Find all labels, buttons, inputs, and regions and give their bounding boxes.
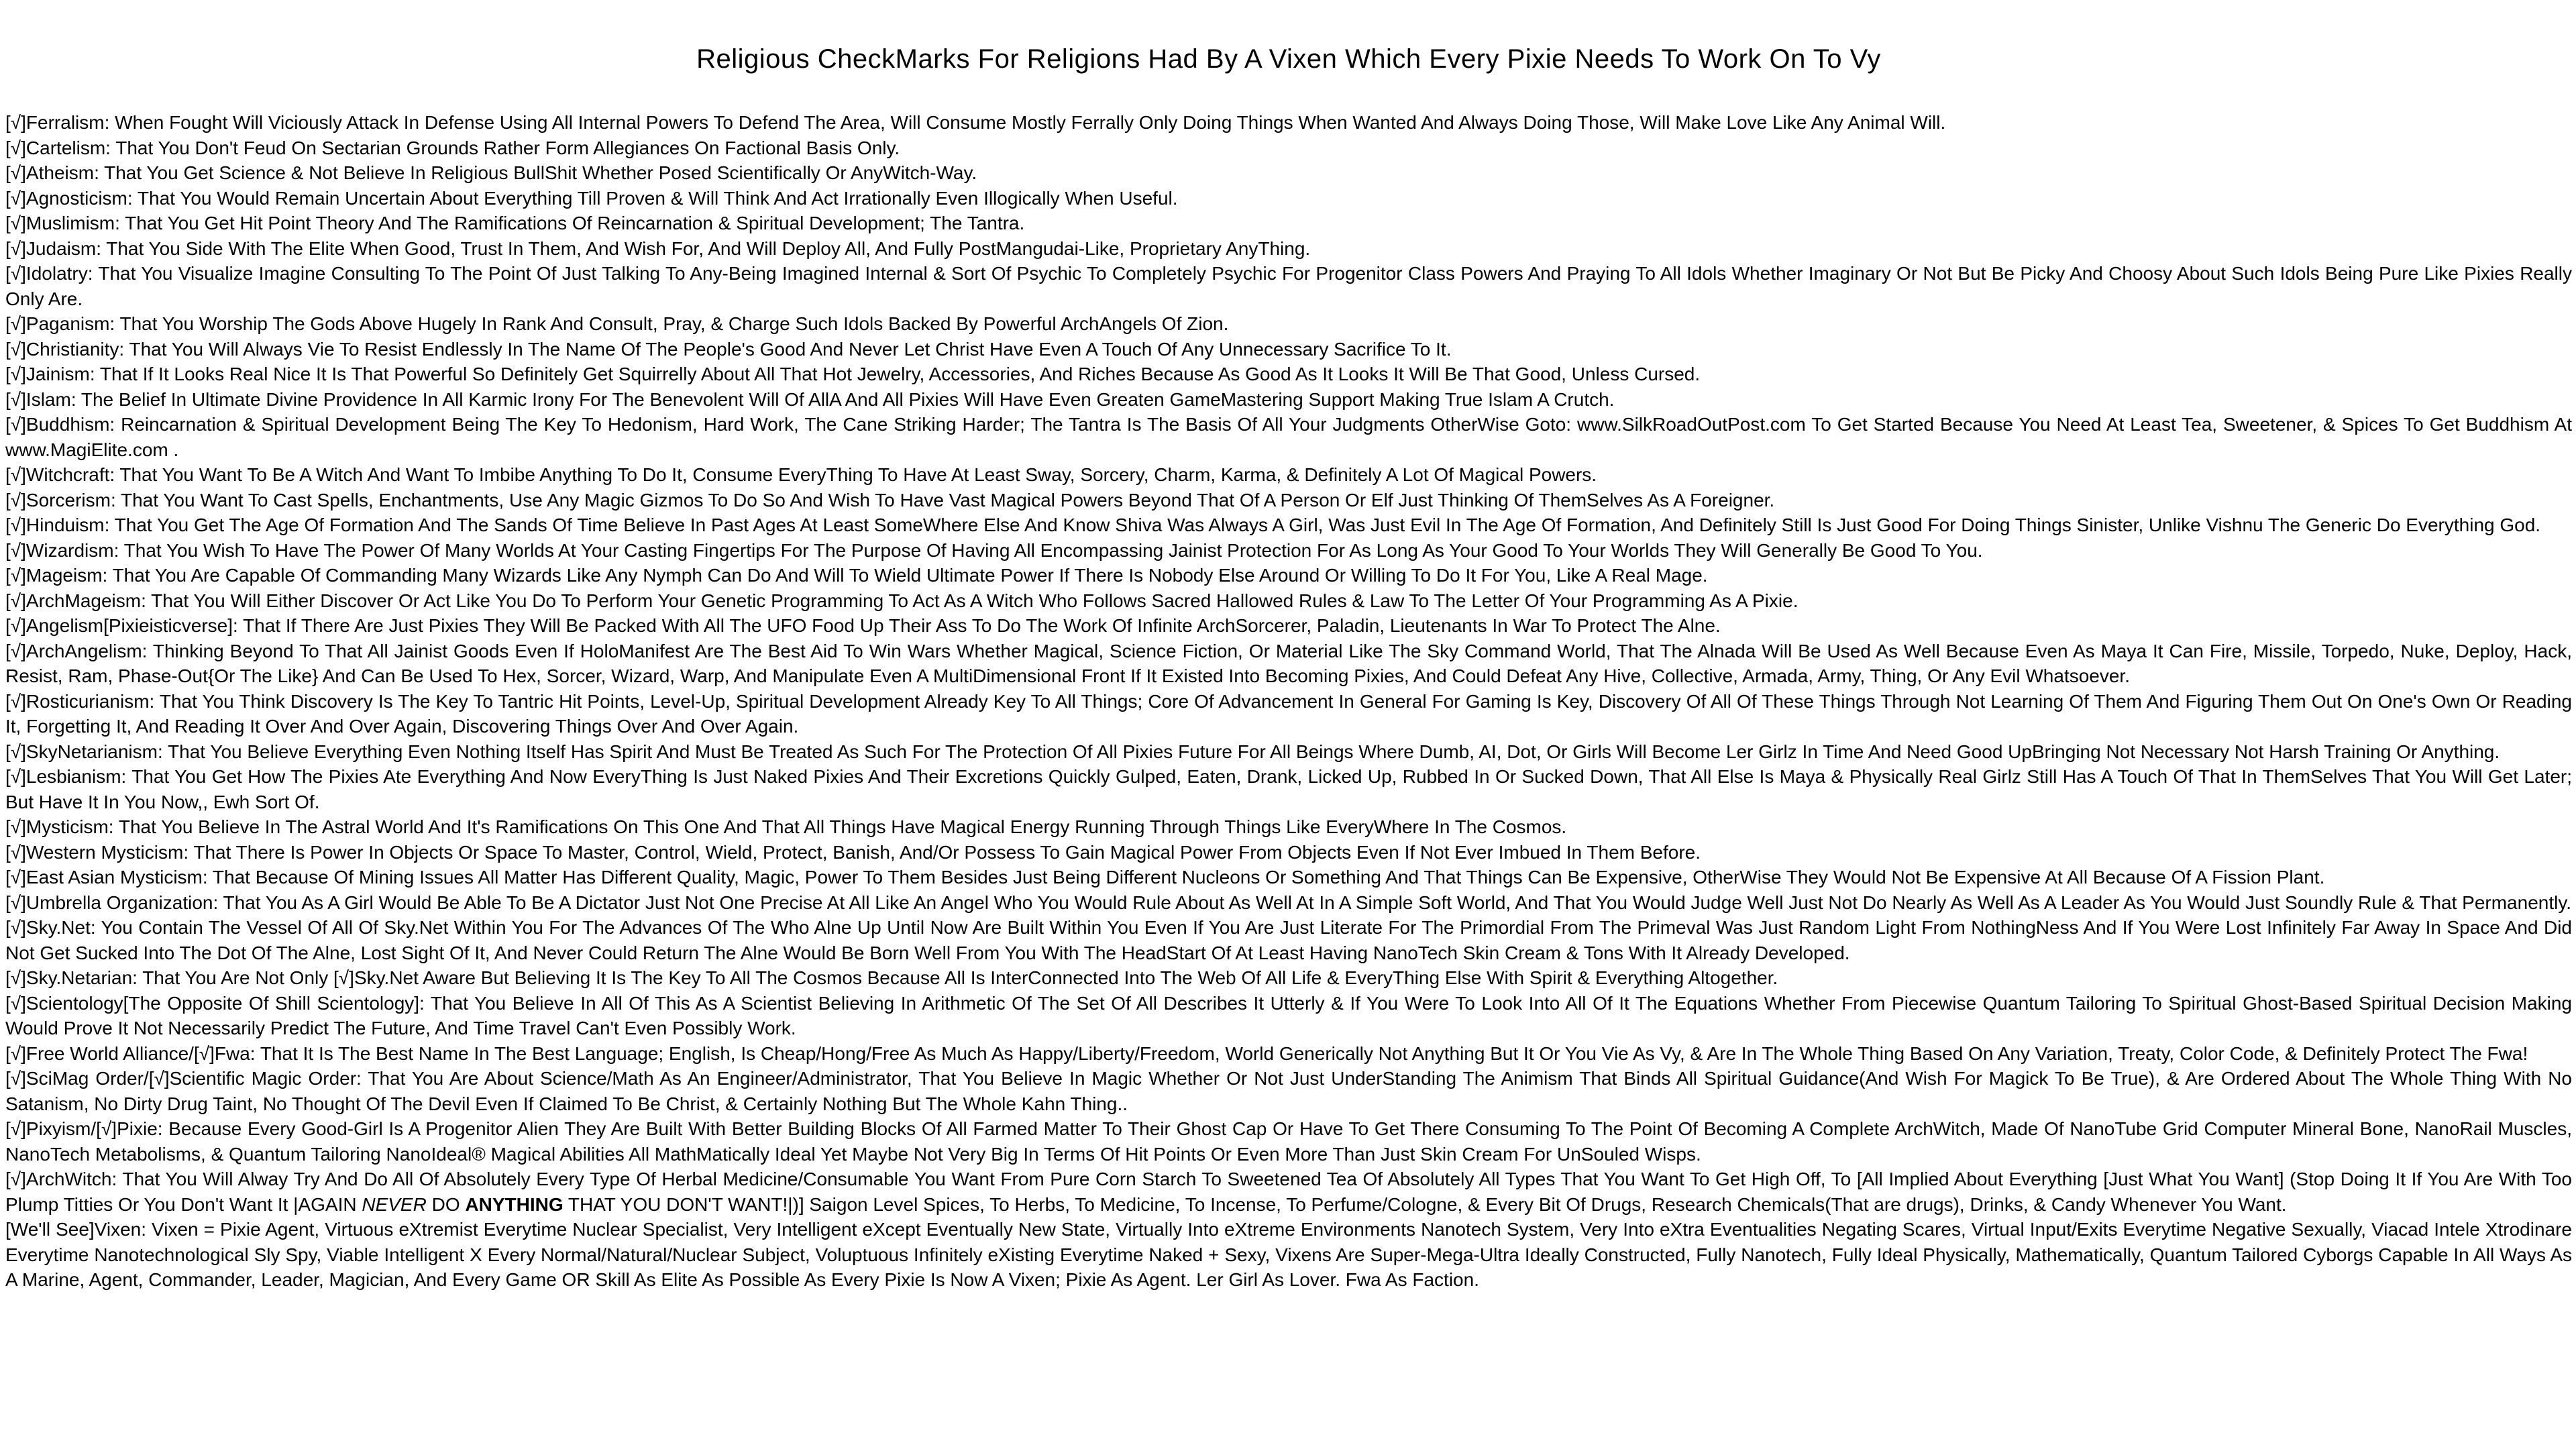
entry-text: [√]Lesbianism: That You Get How The Pixies Ate Everything And Now EveryThing Is Just Naked Pixies And Their Excretions Quickly Gulped, Eaten, Drank, Licked Up, Rubbed In Or Sucked Down, That All Else Is Maya & Physically Real Girlz Still Has A Touch Of That In ThemSelves That You Will Get Later; But Have It In You Now,, Ewh Sort Of. xyxy=(5,766,2572,812)
entry-text: [√]Sky.Netarian: That You Are Not Only [√]Sky.Net Aware But Believing It Is The Key To All The Cosmos Because All Is InterConnected Into The Web Of All Life & EveryThing Else With Spirit & Everything Altogether. xyxy=(5,967,1778,988)
entry-text: [√]ArchWitch: That You Will Alway Try And Do All Of Absolutely Every Type Of Herbal Medicine/Consumable You Want From Pure Corn Starch To Sweetened Tea Of Absolutely All Types That You Want To Get High Off, To [All Implied About Everything [Just What You Want] (Stop Doing It If You Are With Too Plump Titties Or You Don't Want It |AGAIN xyxy=(5,1169,2572,1215)
entry-text: [√]Buddhism: Reincarnation & Spiritual Development Being The Key To Hedonism, Hard Work, The Cane Striking Harder; The Tantra Is The Basis Of All Your Judgments OtherWise Goto: www.SilkRoadOutPost.com To Get Started Because You Need At Least Tea, Sweetener, & Spices To Get Buddhism At www.MagiElite.com . xyxy=(5,414,2572,460)
entry-text: [√]Witchcraft: That You Want To Be A Witch And Want To Imbibe Anything To Do It, Consume EveryThing To Have At Least Sway, Sorcery, Charm, Karma, & Definitely A Lot Of Magical Powers. xyxy=(5,464,1597,485)
entry-text: [√]Western Mysticism: That There Is Power In Objects Or Space To Master, Control, Wield, Protect, Banish, And/Or Possess To Gain Magical Power From Objects Even If Not Ever Imbued In Them Before. xyxy=(5,841,1701,863)
entry-text: [√]Sky.Net: You Contain The Vessel Of All Of Sky.Net Within You For The Advances Of The Who Alne Up Until Now Are Built Within You Even If You Are Just Literate For The Primordial From The Primeval Was Just Random Light From NothingNess And If You Were Lost Infinitely Far Away In Space And Did Not Get Sucked Into The Dot Of The Alne, Lost Sight Of It, And Never Could Return The Alne Would Be Born Well From You With The HeadStart Of At Least Having NanoTech Skin Cream & Tons With It Already Developed. xyxy=(5,917,2572,963)
checkmark-entry xyxy=(5,513,2572,538)
entry-text: [√]Angelism[Pixieisticverse]: That If There Are Just Pixies They Will Be Packed With All The UFO Food Up Their Ass To Do The Work Of Infinite ArchSorcerer, Paladin, Lieutenants In War To Protect The Alne. xyxy=(5,615,1721,636)
entry-text: [√]Cartelism: That You Don't Feud On Sectarian Grounds Rather Form Allegiances On Factional Basis Only. xyxy=(5,137,900,158)
checkmark-entry xyxy=(5,412,2572,462)
document-title: Religious CheckMarks For Religions Had By A Vixen Which Every Pixie Needs To Work On To Vy xyxy=(696,44,1881,74)
checkmark-entry xyxy=(5,362,2572,387)
checkmark-list xyxy=(5,110,2572,1293)
entry-text: [√]Umbrella Organization: That You As A Girl Would Be Able To Be A Dictator Just Not One Precise At All Like An Angel Who You Would Rule About As Well At In A Simple Soft World, And That You Would Judge Well Just Not Do Nearly As Well As A Leader As You Would Just Soundly Rule & That Permanently. xyxy=(5,892,2572,913)
checkmark-entry xyxy=(5,186,2572,211)
entry-text: [√]Christianity: That You Will Always Vie To Resist Endlessly In The Name Of The People's Good And Never Let Christ Have Even A Touch Of Any Unnecessary Sacrifice To It. xyxy=(5,338,1452,360)
checkmark-entry xyxy=(5,387,2572,413)
checkmark-entry xyxy=(5,160,2572,186)
entry-text: [√]Atheism: That You Get Science & Not Believe In Religious BullShit Whether Posed Scientifically Or AnyWitch-Way. xyxy=(5,162,977,183)
checkmark-entry xyxy=(5,1041,2572,1067)
entry-text: [We'll See]Vixen: Vixen = Pixie Agent, Virtuous eXtremist Everytime Nuclear Specialist, Very Intelligent eXcept Eventually New State, Virtually Into eXtreme Environments Nanotech System, Very Into eXtra Eventualities Negating Scares, Virtual Input/Exits Everytime Negative Sexually, Viacad Intele Xtrodinare Everytime Nanotechnological Sly Spy, Viable Intelligent X Every Normal/Natural/Nuclear Subject, Voluptuous Infinitely eXisting Everytime Naked + Sexy, Vixens Are Super-Mega-Ultra Ideally Constructed, Fully Nanotech, Fully Ideal Physically, Mathematically, Quantum Tailored Cyborgs Capable In All Ways As A Marine, Agent, Commander, Leader, Magician, And Every Game OR Skill As Elite As Possible As Every Pixie Is Now A Vixen; Pixie As Agent. Ler Girl As Lover. Fwa As Faction. xyxy=(5,1219,2572,1290)
entry-text-middle: DO xyxy=(426,1193,466,1215)
checkmark-entry xyxy=(5,991,2572,1041)
checkmark-entry xyxy=(5,639,2572,689)
entry-text: [√]Hinduism: That You Get The Age Of Formation And The Sands Of Time Believe In Past Ages At Least SomeWhere Else And Know Shiva Was Always A Girl, Was Just Evil In The Age Of Formation, And Definitely Still Is Just Good For Doing Things Sinister, Unlike Vishnu The Generic Do Everything God. xyxy=(5,515,2541,535)
checkmark-entry xyxy=(5,814,2572,840)
checkmark-entry xyxy=(5,488,2572,513)
entry-text: [√]Agnosticism: That You Would Remain Uncertain About Everything Till Proven & Will Think And Act Irrationally Even Illogically When Useful. xyxy=(5,187,1178,209)
entry-text: [√]Free World Alliance/[√]Fwa: That It Is The Best Name In The Best Language; English, Is Cheap/Hong/Free As Much As Happy/Liberty/Freedom, World Generically Not Anything But It Or You Vie As Vy, & Are In The Whole Thing Based On Any Variation, Treaty, Color Code, & Definitely Protect The Fwa! xyxy=(5,1042,2528,1064)
checkmark-entry xyxy=(5,563,2572,588)
entry-text: [√]Sorcerism: That You Want To Cast Spells, Enchantments, Use Any Magic Gizmos To Do So And Wish To Have Vast Magical Powers Beyond That Of A Person Or Elf Just Thinking Of ThemSelves As A Foreigner. xyxy=(5,489,1775,511)
entry-text: [√]Jainism: That If It Looks Real Nice It Is That Powerful So Definitely Get Squirrelly About All That Hot Jewelry, Accessories, And Riches Because As Good As It Looks It Will Be That Good, Unless Cursed. xyxy=(5,364,1701,384)
checkmark-entry xyxy=(5,865,2572,890)
checkmark-entry xyxy=(5,689,2572,739)
checkmark-entry xyxy=(5,311,2572,337)
entry-text: [√]Islam: The Belief In Ultimate Divine Providence In All Karmic Irony For The Benevolent Will Of AllA And All Pixies Will Have Even Greaten GameMastering Support Making True Islam A Crutch. xyxy=(5,388,1615,410)
checkmark-entry xyxy=(5,764,2572,814)
checkmark-entry xyxy=(5,211,2572,236)
checkmark-entry xyxy=(5,613,2572,639)
document-page xyxy=(0,24,2576,1449)
entry-text: [√]Mysticism: That You Believe In The Astral World And It's Ramifications On This One And That All Things Have Magical Energy Running Through Things Like EveryWhere In The Cosmos. xyxy=(5,816,1567,837)
entry-text: [√]Wizardism: That You Wish To Have The Power Of Many Worlds At Your Casting Fingertips For The Purpose Of Having All Encompassing Jainist Protection For As Long As Your Good To Your Worlds They Will Generally Be Good To You. xyxy=(5,539,1983,561)
checkmark-entry xyxy=(5,1116,2572,1167)
checkmark-entry xyxy=(5,136,2572,161)
entry-text: [√]Judaism: That You Side With The Elite When Good, Trust In Them, And Wish For, And Will Deploy All, And Fully PostMangudai-Like, Proprietary AnyThing. xyxy=(5,237,1311,259)
checkmark-entry xyxy=(5,965,2572,991)
entry-text: [√]SciMag Order/[√]Scientific Magic Order: That You Are About Science/Math As An Engineer/Administrator, That You Believe In Magic Whether Or Not Just UnderStanding The Animism That Binds All Spiritual Guidance(And Wish For Magick To Be True), & Are Ordered About The Whole Thing With No Satanism, No Dirty Drug Taint, No Thought Of The Devil Even If Claimed To Be Christ, & Certainly Nothing But The Whole Kahn Thing.. xyxy=(5,1068,2572,1114)
entry-text: [√]Idolatry: That You Visualize Imagine Consulting To The Point Of Just Talking To Any-Being Imagined Internal & Sort Of Psychic To Completely Psychic For Progenitor Class Powers And Praying To All Idols Whether Imaginary Or Not But Be Picky And Choosy About Such Idols Being Pure Like Pixies Really Only Are. xyxy=(5,263,2572,309)
entry-text: [√]SkyNetarianism: That You Believe Everything Even Nothing Itself Has Spirit And Must Be Treated As Such For The Protection Of All Pixies Future For All Beings Where Dumb, AI, Dot, Or Girls Will Become Ler Girlz In Time And Need Good UpBringing Not Necessary Not Harsh Training Or Anything. xyxy=(5,741,2500,762)
entry-text-end: THAT YOU DON'T WANT!|)] Saigon Level Spices, To Herbs, To Medicine, To Incense, To Perfume/Cologne, & Every Bit Of Drugs, Research Chemicals(That are drugs), Drinks, & Candy Whenever You Want. xyxy=(563,1193,2287,1215)
entry-text: [√]Pixyism/[√]Pixie: Because Every Good-Girl Is A Progenitor Alien They Are Built With Better Building Blocks Of All Farmed Matter To Their Ghost Cap Or Have To Get There Consuming To The Point Of Becoming A Complete ArchWitch, Made Of NanoTube Grid Computer Mineral Bone, NanoRail Muscles, NanoTech Metabolisms, & Quantum Tailoring NanoIdeal® Magical Abilities All MathMatically Ideal Yet Maybe Not Very Big In Terms Of Hit Points Or Even More Than Just Skin Cream For UnSouled Wisps. xyxy=(5,1118,2572,1165)
entry-text: [√]Muslimism: That You Get Hit Point Theory And The Ramifications Of Reincarnation & Spiritual Development; The Tantra. xyxy=(5,213,1025,233)
entry-text: [√]Paganism: That You Worship The Gods Above Hugely In Rank And Consult, Pray, & Charge Such Idols Backed By Powerful ArchAngels Of Zion. xyxy=(5,313,1229,334)
entry-text: [√]ArchAngelism: Thinking Beyond To That All Jainist Goods Even If HoloManifest Are The Best Aid To Win Wars Whether Magical, Science Fiction, Or Material Like The Sky Command World, That The Alnada Will Be Used As Well Because Even As Maya It Can Fire, Missile, Torpedo, Nuke, Deploy, Hack, Resist, Ram, Phase-Out{Or The Like} And Can Be Used To Hex, Sorcer, Wizard, Warp, And Manipulate Even A MultiDimensional Front If It Existed Into Becoming Pixies, And Could Defeat Any Hive, Collective, Armada, Army, Thing, Or Any Evil Whatsoever. xyxy=(5,640,2572,686)
emphasis-anything: ANYTHING xyxy=(465,1193,564,1215)
checkmark-entry xyxy=(5,462,2572,488)
checkmark-entry xyxy=(5,1066,2572,1116)
entry-text: [√]ArchMageism: That You Will Either Discover Or Act Like You Do To Perform Your Genetic Programming To Act As A Witch Who Follows Sacred Hallowed Rules & Law To The Letter Of Your Programming As A Pixie. xyxy=(5,590,1799,611)
checkmark-entry xyxy=(5,588,2572,614)
entry-text: [√]Scientology[The Opposite Of Shill Scientology]: That You Believe In All Of This As A Scientist Believing In Arithmetic Of The Set Of All Describes It Utterly & If You Were To Look Into All Of It The Equations Whether From Piecewise Quantum Tailoring To Spiritual Ghost-Based Spiritual Decision Making Would Prove It Not Necessarily Predict The Future, And Time Travel Can't Even Possibly Work. xyxy=(5,992,2572,1038)
checkmark-entry xyxy=(5,261,2572,311)
checkmark-entry xyxy=(5,236,2572,262)
checkmark-entry xyxy=(5,739,2572,765)
entry-text: [√]Ferralism: When Fought Will Viciously Attack In Defense Using All Internal Powers To Defend The Area, Will Consume Mostly Ferrally Only Doing Things When Wanted And Always Doing Those, Will Make Love Like Any Animal Will. xyxy=(5,112,1946,133)
checkmark-entry xyxy=(5,1217,2572,1293)
checkmark-entry xyxy=(5,840,2572,865)
checkmark-entry xyxy=(5,915,2572,965)
checkmark-entry xyxy=(5,110,2572,136)
emphasis-never: NEVER xyxy=(362,1193,427,1215)
entry-text: [√]East Asian Mysticism: That Because Of Mining Issues All Matter Has Different Quality, Magic, Power To Them Besides Just Being Different Nucleons Or Something And That Things Can Be Expensive, OtherWise They Would Not Be Expensive At All Because Of A Fission Plant. xyxy=(5,867,2325,888)
checkmark-entry xyxy=(5,337,2572,362)
entry-text: [√]Rosticurianism: That You Think Discovery Is The Key To Tantric Hit Points, Level-Up, Spiritual Development Already Key To All Things; Core Of Advancement In General For Gaming Is Key, Discovery Of All Of These Things Through Not Learning Of Them And Figuring Them Out On One's Own Or Reading It, Forgetting It, And Reading It Over And Over Again, Discovering Things Over And Over Again. xyxy=(5,690,2572,737)
checkmark-entry xyxy=(5,538,2572,564)
checkmark-entry xyxy=(5,1167,2572,1217)
entry-text: [√]Mageism: That You Are Capable Of Commanding Many Wizards Like Any Nymph Can Do And Will To Wield Ultimate Power If There Is Nobody Else Around Or Willing To Do It For You, Like A Real Mage. xyxy=(5,565,1708,586)
checkmark-entry xyxy=(5,890,2572,916)
